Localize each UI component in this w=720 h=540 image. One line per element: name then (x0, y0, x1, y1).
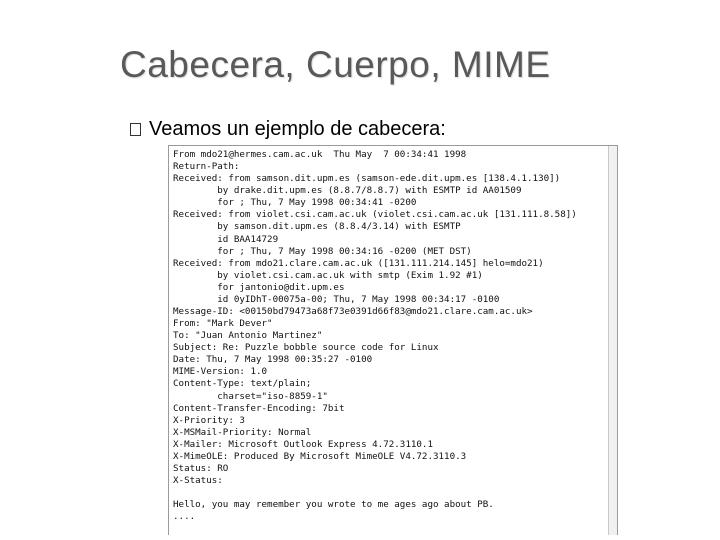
email-header-text (169, 146, 617, 523)
header-line: X-MSMail-Priority: Normal (173, 426, 312, 438)
bullet-item (130, 118, 446, 141)
slide-title: Cabecera, Cuerpo, MIME (120, 44, 551, 85)
vertical-scrollbar[interactable] (608, 146, 617, 535)
header-line: by drake.dit.upm.es (8.8.7/8.8.7) with ESMTP id AA01509 (173, 185, 522, 197)
header-line: Date: Thu, 7 May 1998 00:35:27 -0100 (173, 354, 373, 366)
header-line: by violet.csi.cam.ac.uk with smtp (Exim 1.92 #1) (173, 269, 483, 281)
header-line: X-Status: (173, 475, 223, 487)
header-line: .... (173, 511, 196, 523)
header-line: Content-Transfer-Encoding: 7bit (173, 402, 345, 414)
header-line: X-MimeOLE: Produced By Microsoft MimeOLE V4.72.3110.3 (173, 450, 467, 462)
header-line: X-Mailer: Microsoft Outlook Express 4.72.3110.1 (173, 438, 433, 450)
email-header-screenshot (168, 145, 618, 535)
header-line: Received: from samson.dit.upm.es (samson-ede.dit.upm.es [138.4.1.130]) (173, 173, 561, 185)
header-line: charset="iso-8859-1" (173, 390, 328, 402)
header-line: for ; Thu, 7 May 1998 00:34:41 -0200 (173, 197, 417, 209)
header-line: MIME-Version: 1.0 (173, 366, 268, 378)
header-line: Received: from mdo21.clare.cam.ac.uk ([131.111.214.145] helo=mdo21) (173, 257, 544, 269)
header-line: X-Priority: 3 (173, 414, 245, 426)
header-line: From: "Mark Dever" (173, 318, 273, 330)
header-line: by samson.dit.upm.es (8.8.4/3.14) with ESMTP (173, 221, 461, 233)
header-line: Received: from violet.csi.cam.ac.uk (violet.csi.cam.ac.uk [131.111.8.58]) (173, 209, 577, 221)
header-line: Subject: Re: Puzzle bobble source code for Linux (173, 342, 439, 354)
header-line: for jantonio@dit.upm.es (173, 281, 345, 293)
header-line: Status: RO (173, 463, 229, 475)
header-line: Message-ID: <00150bd79473a68f73e0391d66f83@mdo21.clare.cam.ac.uk> (173, 306, 533, 318)
header-line: To: "Juan Antonio Martinez" (173, 330, 323, 342)
bullet-text: Veamos un ejemplo de cabecera: (149, 118, 446, 140)
header-line: Hello, you may remember you wrote to me ages ago about PB. (173, 499, 494, 511)
header-line: Content-Type: text/plain; (173, 378, 312, 390)
square-bullet-icon (130, 123, 141, 136)
header-line: id 0yIDhT-00075a-00; Thu, 7 May 1998 00:34:17 -0100 (173, 293, 500, 305)
header-line: id BAA14729 (173, 233, 279, 245)
header-line: From mdo21@hermes.cam.ac.uk Thu May 7 00:34:41 1998 (173, 149, 467, 160)
header-line: Return-Path: (173, 161, 240, 173)
header-line: for ; Thu, 7 May 1998 00:34:16 -0200 (MET DST) (173, 245, 472, 257)
